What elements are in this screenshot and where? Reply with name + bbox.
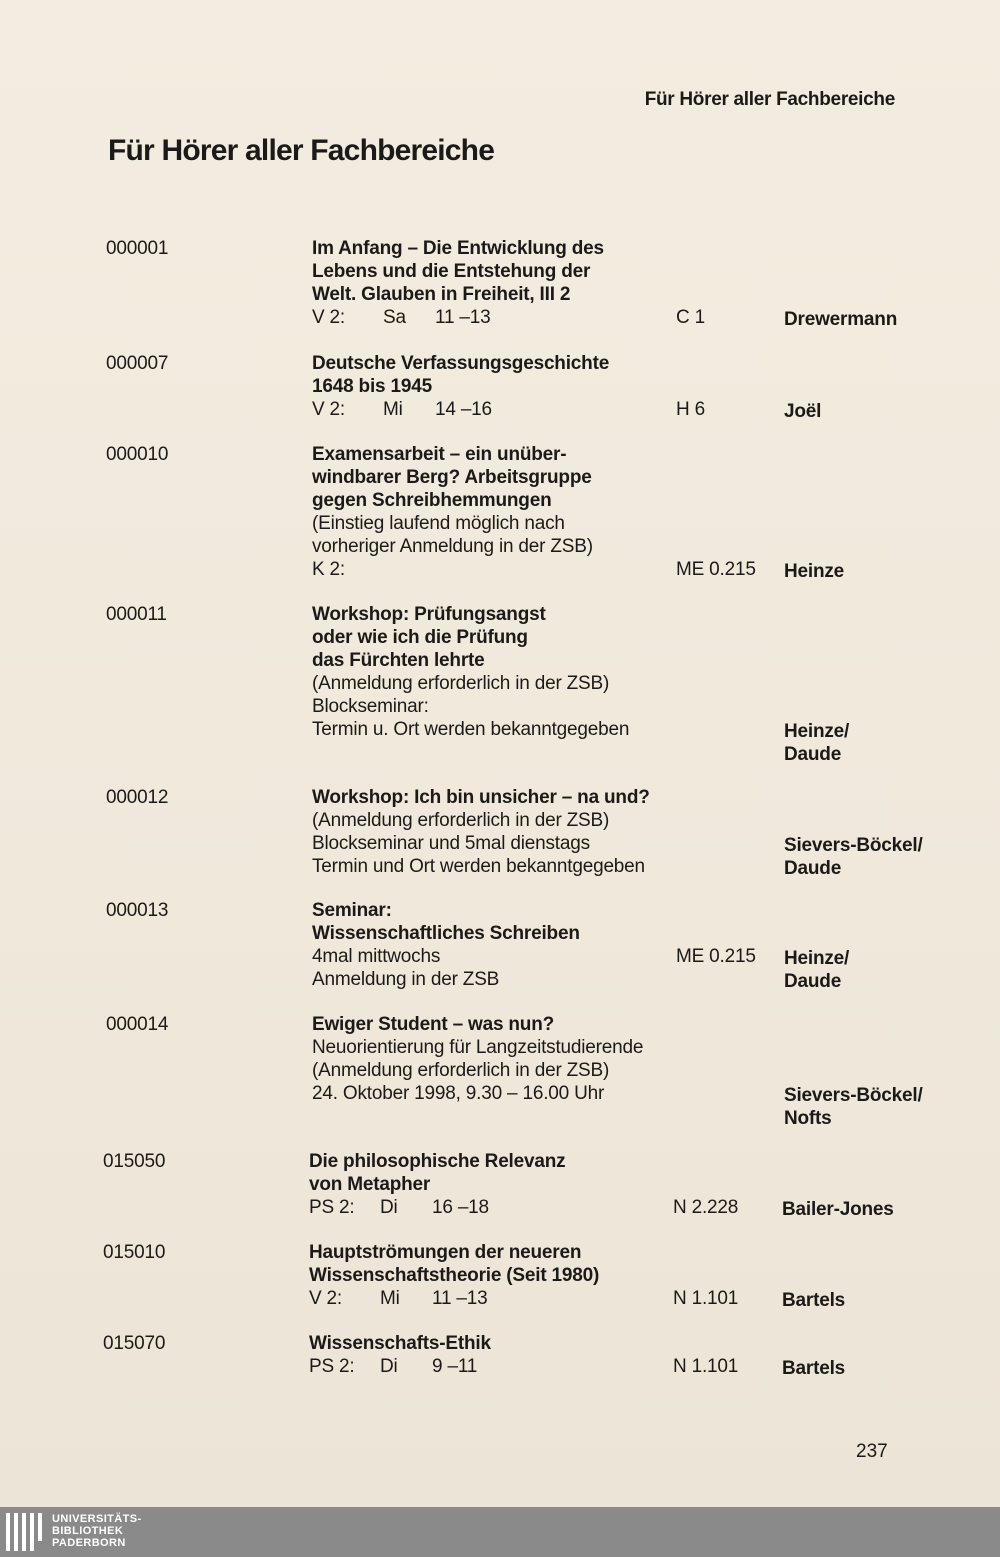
course-lecturer (784, 834, 923, 880)
course-lecturer (784, 560, 844, 583)
course-room: C 1 (676, 307, 705, 328)
course-number: 015050 (103, 1151, 166, 1172)
course-room: ME 0.215 (676, 946, 756, 967)
course-title-line: von Metapher (309, 1174, 431, 1195)
course-room: ME 0.215 (676, 559, 756, 580)
course-number: 000001 (106, 238, 169, 259)
course-type: PS 2: (309, 1197, 355, 1218)
course-title-line: Seminar: (312, 900, 392, 921)
page-number: 237 (856, 1441, 888, 1462)
course-note: (Anmeldung erforderlich in der ZSB) (312, 1060, 610, 1081)
course-number: 000012 (106, 787, 169, 808)
lecturer-name: Sievers-Böckel/ (784, 835, 923, 856)
section-title: Für Hörer aller Fachbereiche (108, 134, 495, 167)
course-time: 11 –13 (432, 1288, 488, 1309)
course-title-line: 1648 bis 1945 (312, 376, 432, 397)
course-number: 000011 (106, 604, 167, 625)
lecturer-name: Daude (784, 744, 842, 765)
library-logo-icon (6, 1513, 46, 1551)
course-number: 015010 (103, 1242, 166, 1263)
course-title-line: Im Anfang – Die Entwicklung des (312, 238, 604, 259)
lecturer-name: Joël (784, 401, 822, 422)
course-number: 000013 (106, 900, 169, 921)
course-lecturer (782, 1289, 845, 1312)
course-note: vorheriger Anmeldung in der ZSB) (312, 536, 593, 557)
course-day: Di (380, 1356, 398, 1377)
course-lecturer (782, 1357, 845, 1380)
course-schedule (309, 1196, 689, 1219)
course-title-line: Workshop: Ich bin unsicher – na und? (312, 787, 650, 808)
course-title-line: das Fürchten lehrte (312, 650, 485, 671)
course-title-line: Workshop: Prüfungsangst (312, 604, 546, 625)
course-details (312, 1013, 692, 1105)
course-day: Sa (383, 307, 406, 328)
lecturer-name: Daude (784, 971, 842, 992)
course-note: 4mal mittwochs (312, 946, 441, 967)
course-details (312, 237, 692, 329)
course-day: Di (380, 1197, 398, 1218)
course-room: N 2.228 (673, 1197, 739, 1218)
lecturer-name: Bartels (782, 1290, 846, 1311)
course-time: 16 –18 (432, 1197, 489, 1218)
course-note: (Einstieg laufend möglich nach (312, 513, 565, 534)
course-title-line: gegen Schreibhemmungen (312, 490, 552, 511)
course-title-line: Die philosophische Relevanz (309, 1151, 566, 1172)
course-type: V 2: (312, 399, 345, 420)
library-footer (0, 1507, 1000, 1557)
course-note: Anmeldung in der ZSB (312, 969, 500, 990)
running-header: Für Hörer aller Fachbereiche (644, 89, 895, 110)
course-title-line: Examensarbeit – ein unüber- (312, 444, 567, 465)
course-details (312, 603, 692, 741)
lecturer-name: Heinze/ (784, 721, 850, 742)
course-details (312, 786, 692, 878)
course-details (309, 1241, 689, 1310)
course-room: H 6 (676, 399, 705, 420)
lecturer-name: Bartels (782, 1358, 846, 1379)
course-number: 000007 (106, 353, 169, 374)
course-room: N 1.101 (673, 1356, 739, 1377)
course-type: V 2: (309, 1288, 342, 1309)
course-day: Mi (380, 1288, 400, 1309)
course-schedule (309, 1287, 689, 1310)
course-schedule (312, 558, 692, 581)
course-time: 9 –11 (432, 1356, 478, 1377)
library-name: UNIVERSITÄTS- BIBLIOTHEK PADERBORN (52, 1513, 142, 1549)
course-note: Termin u. Ort werden bekanntgegeben (312, 719, 630, 740)
course-title-line: Lebens und die Entstehung der (312, 261, 591, 282)
lecturer-name: Nofts (784, 1108, 832, 1129)
course-title-line: Deutsche Verfassungsgeschichte (312, 353, 610, 374)
course-title-line: Hauptströmungen der neueren (309, 1242, 582, 1263)
course-type: PS 2: (309, 1356, 355, 1377)
lecturer-name: Heinze (784, 561, 845, 582)
course-schedule (312, 306, 692, 329)
course-number: 000010 (106, 444, 169, 465)
course-time: 11 –13 (435, 307, 491, 328)
lecturer-name: Sievers-Böckel/ (784, 1085, 923, 1106)
course-number: 000014 (106, 1014, 169, 1035)
lecturer-name: Daude (784, 858, 842, 879)
course-day (383, 558, 435, 581)
course-type: K 2: (312, 559, 345, 580)
lecturer-name: Bailer-Jones (782, 1199, 894, 1220)
course-title-line: Wissenschafts-Ethik (309, 1333, 491, 1354)
course-title-line: Welt. Glauben in Freiheit, III 2 (312, 284, 571, 305)
course-note: Termin und Ort werden bekanntgegeben (312, 856, 645, 877)
course-details (309, 1150, 689, 1219)
course-lecturer (784, 720, 849, 766)
lecturer-name: Heinze/ (784, 948, 850, 969)
course-details (312, 352, 692, 421)
course-day: Mi (383, 399, 403, 420)
course-title-line: oder wie ich die Prüfung (312, 627, 528, 648)
course-details (309, 1332, 689, 1378)
course-schedule (312, 398, 692, 421)
course-title-line: Wissenschaftliches Schreiben (312, 923, 580, 944)
course-title-line: Wissenschaftstheorie (Seit 1980) (309, 1265, 600, 1286)
course-lecturer (784, 400, 821, 423)
course-time: 14 –16 (435, 399, 492, 420)
course-lecturer (784, 1084, 923, 1130)
course-lecturer (784, 308, 897, 331)
course-note: Blockseminar: (312, 696, 429, 717)
course-number: 015070 (103, 1333, 166, 1354)
lecturer-name: Drewermann (784, 309, 898, 330)
course-title-line: Ewiger Student – was nun? (312, 1014, 555, 1035)
course-details (312, 899, 692, 991)
course-lecturer (784, 947, 849, 993)
course-title-line: windbarer Berg? Arbeitsgruppe (312, 467, 592, 488)
course-note: Neuorientierung für Langzeitstudierende (312, 1037, 644, 1058)
course-type: V 2: (312, 307, 345, 328)
course-schedule (309, 1355, 689, 1378)
course-details (312, 443, 692, 581)
course-note: (Anmeldung erforderlich in der ZSB) (312, 673, 610, 694)
course-note: (Anmeldung erforderlich in der ZSB) (312, 810, 610, 831)
course-room: N 1.101 (673, 1288, 739, 1309)
course-note: Blockseminar und 5mal dienstags (312, 833, 590, 854)
course-lecturer (782, 1198, 894, 1221)
course-note: 24. Oktober 1998, 9.30 – 16.00 Uhr (312, 1083, 605, 1104)
